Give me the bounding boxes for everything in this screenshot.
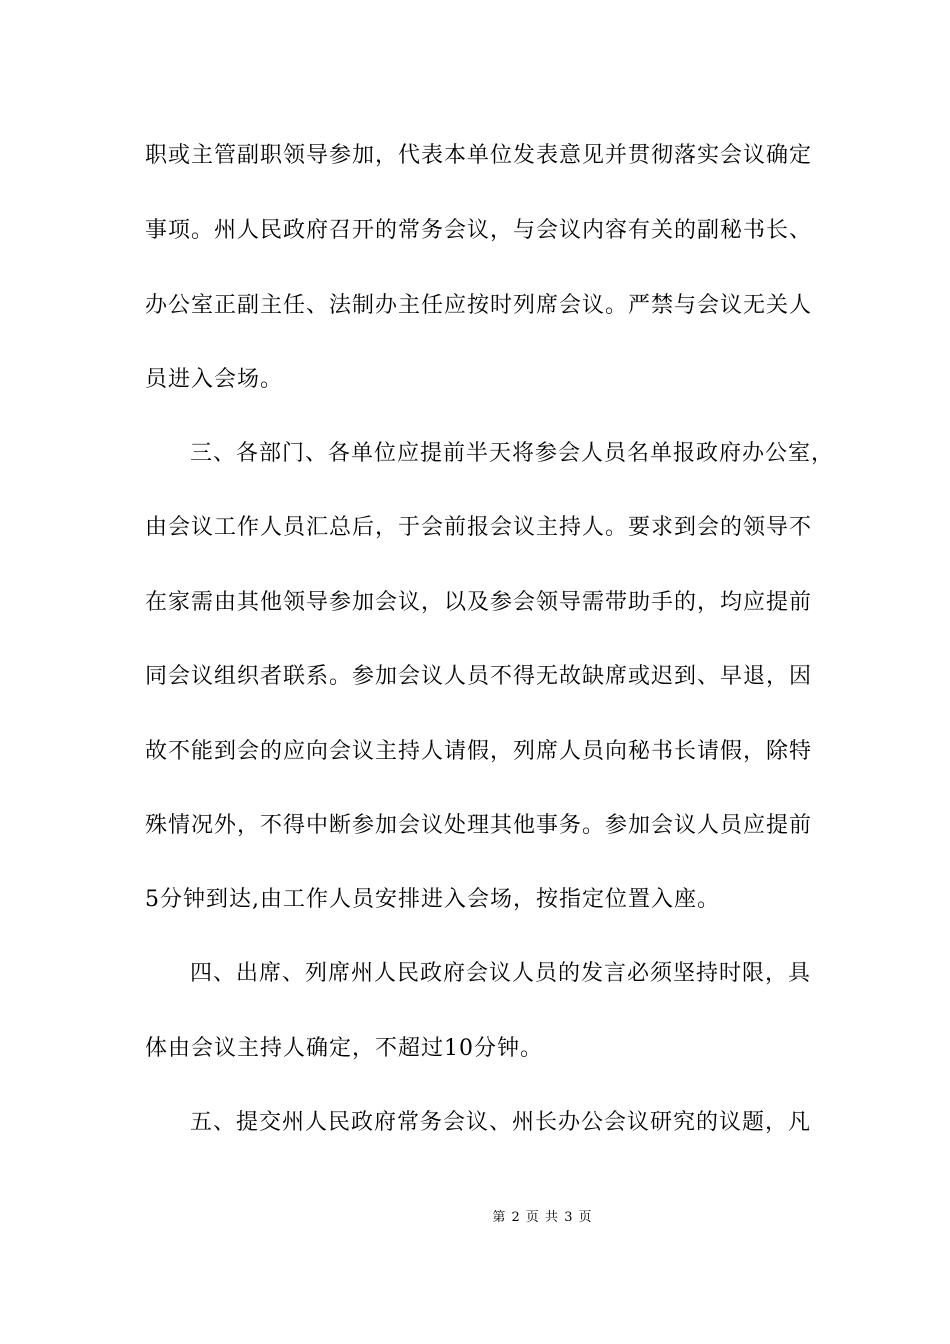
page-footer: 第 2 页 共 3 页 bbox=[492, 1210, 593, 1225]
paragraph-4-line-1: 五、提交州人民政府常务会议、州长办公会议研究的议题，凡 bbox=[190, 1110, 812, 1135]
paragraph-1-line-2: 事项。州人民政府召开的常务会议，与会议内容有关的副秘书长、 bbox=[145, 218, 813, 243]
paragraph-2-line-5: 故不能到会的应向会议主持人请假，列席人员向秘书长请假，除特 bbox=[145, 739, 813, 764]
paragraph-2-line-2: 由会议工作人员汇总后，于会前报会议主持人。要求到会的领导不 bbox=[145, 515, 813, 540]
paragraph-2-line-4: 同会议组织者联系。参加会议人员不得无故缺席或迟到、早退，因 bbox=[145, 664, 813, 689]
paragraph-3-line-2: 体由会议主持人确定，不超过10分钟。 bbox=[145, 1036, 543, 1061]
paragraph-2-line-6: 殊情况外，不得中断参加会议处理其他事务。参加会议人员应提前 bbox=[145, 813, 813, 838]
paragraph-2-line-1: 三、各部门、各单位应提前半天将参会人员名单报政府办公室， bbox=[190, 441, 835, 466]
paragraph-1-line-4: 员进入会场。 bbox=[145, 367, 284, 392]
paragraph-1-line-1: 职或主管副职领导参加，代表本单位发表意见并贯彻落实会议确定 bbox=[145, 143, 813, 168]
paragraph-3-line-1: 四、出席、列席州人民政府会议人员的发言必须坚持时限，具 bbox=[190, 961, 812, 986]
paragraph-1-line-3: 办公室正副主任、法制办主任应按时列席会议。严禁与会议无关人 bbox=[145, 293, 813, 318]
paragraph-2-line-7: 5分钟到达,由工作人员安排进入会场，按指定位置入座。 bbox=[145, 887, 720, 912]
paragraph-2-line-3: 在家需由其他领导参加会议，以及参会领导需带助手的，均应提前 bbox=[145, 590, 813, 615]
